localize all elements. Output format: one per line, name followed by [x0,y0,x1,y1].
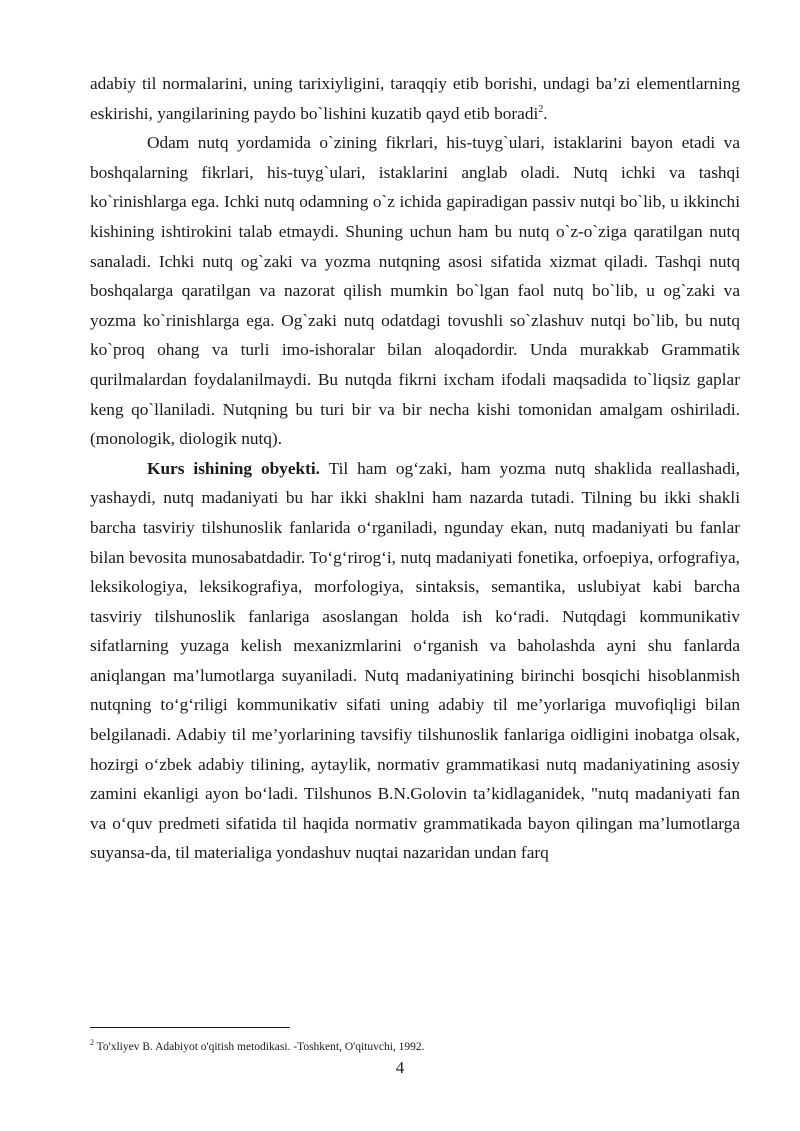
paragraph-continuation [90,69,740,128]
paragraph-text: Til ham og‘zaki, ham yozma nutq shaklida reallashadi, yashaydi, nutq madaniyati bu har ikki shaklni ham nazarda tutadi. Tilning bu ikki shakli barcha tasviriy tilshunoslik fanlarida o‘rganiladi, ngunday ekan, nutq madaniyati bu fanlar bilan bevosita munosabatdadir. To‘g‘rirog‘i, nutq madaniyati fonetika, orfoepiya, orfografiya, leksikologiya, leksikografiya, morfologiya, sintaksis, semantika, uslubiyat kabi barcha tasviriy tilshunoslik fanlariga asoslangan holda ish ko‘radi. Nutqdagi kommunikativ sifatlarning yuzaga kelish mexanizmlarini o‘rganish va baholashda ayni shu fanlarda aniqlangan ma’lumotlarga suyaniladi. Nutq madaniyatining birinchi bosqichi hisoblanmish nutqning to‘g‘riligi kommunikativ sifati uning adabiy til me’yorlariga muvofiqligi bilan belgilanadi. Adabiy til me’yorlarining tavsifiy tilshunoslik fanlariga oidligini inobatga olsak, hozirgi o‘zbek adabiy tilining, aytaylik, normativ grammatikasi nutq madaniyatining asosiy zamini ekanligi ayon bo‘ladi. Tilshunos B.N.Golovin ta’kidlaganidek, "nutq madaniyati fan va o‘quv predmeti sifatida til haqida normativ grammatikada bayon qilingan ma’lumotlarga suyansa-da, til materialiga yondashuv nuqtai nazaridan undan farq [90,458,740,863]
paragraph-end: . [543,103,548,123]
section-heading: Kurs ishining obyekti. [147,458,320,478]
footnote-reference[interactable]: 2 [538,103,544,115]
footnote-marker: 2 [90,1038,94,1047]
body-text [90,69,740,868]
paragraph-course-object [90,454,740,868]
paragraph-text: adabiy til normalarini, uning tarixiyligini, taraqqiy etib borishi, undagi ba’zi elementlarning eskirishi, yangilarining paydo bo`lishini kuzatib qayd etib boradi [90,74,740,123]
footnote [90,1036,740,1054]
footnote-text: To'xliyev B. Adabiyot o'qitish metodikasi. -Toshkent, O'qituvchi, 1992. [94,1040,425,1053]
footnote-separator [90,1027,290,1028]
paragraph-speech-types: Odam nutq yordamida o`zining fikrlari, his-tuyg`ulari, istaklarini bayon etadi va boshqalarning fikrlari, his-tuyg`ulari, istaklarini anglab oladi. Nutq ichki va tashqi ko`rinishlarga ega. Ichki nutq odamning o`z ichida gapiradigan passiv nutqi bo`lib, u ikkinchi kishining ishtirokini talab etmaydi. Shuning uchun ham bu nutq o`z-o`ziga qaratilgan nutq sanaladi. Ichki nutq og`zaki va yozma nutqning asosi sifatida xizmat qiladi. Tashqi nutq boshqalarga qaratilgan va nazorat qilish mumkin bo`lgan faol nutq bo`lib, u og`zaki va yozma ko`rinishlarga ega. Og`zaki nutq odatdagi tovushli so`zlashuv nutqi bo`lib, bu nutq ko`proq ohang va turli imo-ishoralar bilan aloqadordir. Unda murakkab Grammatik qurilmalardan foydalanilmaydi. Bu nutqda fikrni ixcham ifodali maqsadida to`liqsiz gaplar keng qo`llaniladi. Nutqning bu turi bir va bir necha kishi tomonidan amalgam oshiriladi. (monologik, diologik nutq). [90,133,740,449]
page-number: 4 [395,1058,405,1077]
